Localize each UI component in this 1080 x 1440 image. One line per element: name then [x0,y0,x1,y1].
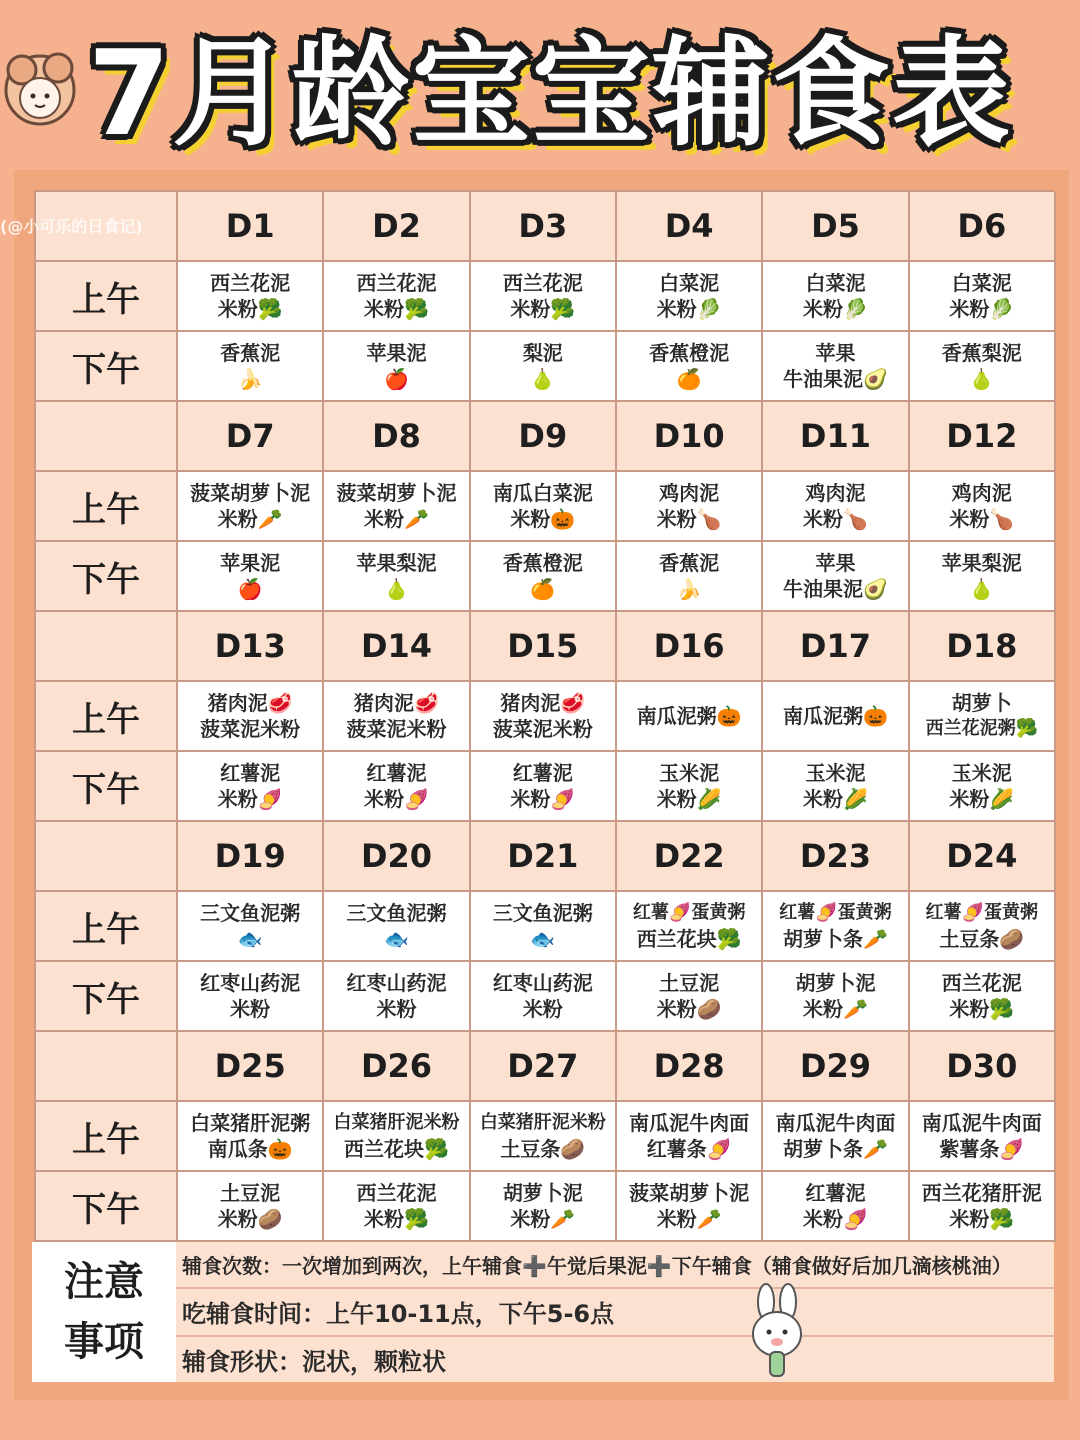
meal-cell [178,472,324,542]
morning-label: 上午 [36,682,178,752]
meal-line: 红薯条🍠 [646,1137,732,1161]
meal-cell [324,682,470,752]
day-header: D22 [617,822,763,892]
meal-line: 西兰花猪肝泥 [921,1181,1042,1205]
meal-cell [471,682,617,752]
meal-line: 胡萝卜 [951,691,1012,715]
meal-line: 🍎 [237,577,263,601]
afternoon-label: 下午 [36,542,178,612]
meal-line: 米粉🥔 [217,1207,283,1231]
meal-line: 西兰花块🥦 [636,927,742,951]
meal-line: 米粉🍠 [217,787,283,811]
day-header: D30 [910,1032,1056,1102]
day-header: D5 [763,192,909,262]
meal-cell [178,332,324,402]
meal-cell [324,332,470,402]
meal-cell [324,472,470,542]
corner-cell [36,1032,178,1102]
meal-line: 胡萝卜条🥕 [783,1137,888,1161]
meal-line: 菠菜胡萝卜泥 [336,481,457,505]
meal-cell [324,892,470,962]
meal-cell [763,682,909,752]
meal-line: 香蕉橙泥 [649,341,730,365]
meal-line: 菠菜胡萝卜泥 [190,481,311,505]
meal-line: 米粉🍠 [364,787,429,811]
afternoon-label: 下午 [36,332,178,402]
meal-line: 胡萝卜泥 [502,1181,583,1205]
meal-cell [178,892,324,962]
meal-line: 米粉🍠 [803,1207,868,1231]
meal-line: 米粉🥬 [803,297,868,321]
meal-line: 🍌 [237,367,263,391]
meal-cell [617,682,763,752]
meal-line: 红枣山药泥 [492,971,593,995]
meal-line: 红薯泥 [366,761,427,785]
meal-line: 红薯🍠蛋黄粥 [925,902,1039,923]
meal-cell [178,1102,324,1172]
meal-line: 香蕉橙泥 [502,551,583,575]
meal-cell [471,472,617,542]
meal-line: 米粉🌽 [803,787,868,811]
meal-line: 米粉🥦 [364,297,429,321]
meal-line: 香蕉梨泥 [941,341,1022,365]
day-header: D28 [617,1032,763,1102]
meal-line: 米粉🥬 [949,297,1015,321]
meal-line: 米粉🥬 [656,297,722,321]
meal-cell [910,262,1056,332]
meal-line: 菠菜泥米粉 [346,717,447,741]
meal-cell [471,752,617,822]
meal-cell [617,472,763,542]
meal-cell [324,962,470,1032]
meal-cell [471,962,617,1032]
meal-line: 南瓜条🎃 [207,1137,293,1161]
meal-line: 红薯🍠蛋黄粥 [779,902,892,923]
meal-line: 土豆条🥔 [500,1137,586,1161]
day-header: D24 [910,822,1056,892]
morning-label: 上午 [36,472,178,542]
day-header: D4 [617,192,763,262]
meal-line: 米粉🥦 [217,297,283,321]
meal-cell [617,962,763,1032]
meal-line: 红薯泥 [805,1181,866,1205]
meal-cell [617,1172,763,1242]
meal-line: 白菜泥 [805,271,866,295]
meal-line: 梨泥 [522,341,563,365]
meal-line: 米粉🍗 [656,507,722,531]
meal-line: 米粉🎃 [510,507,576,531]
afternoon-label: 下午 [36,752,178,822]
day-header: D23 [763,822,909,892]
meal-line: 🍎 [384,367,409,391]
meal-line: 米粉🌽 [656,787,722,811]
meal-line: 西兰花泥粥🥦 [925,718,1039,739]
notes-section [32,1242,1054,1382]
notes-list [176,1242,1054,1382]
meal-cell [763,1172,909,1242]
meal-line: 苹果泥 [220,551,281,575]
girl-mascot-icon [0,40,80,150]
meal-line: 米粉🥦 [949,1207,1015,1231]
meal-line: 白菜泥 [951,271,1012,295]
meal-line: 米粉 [376,997,417,1021]
meal-line: 南瓜泥牛肉面 [775,1111,896,1135]
note-item-texture: 辅食形状：泥状，颗粒状 [182,1347,446,1376]
meal-cell [617,332,763,402]
meal-line: 红薯泥 [512,761,573,785]
title-banner [0,0,1080,160]
meal-line: 西兰花泥 [502,271,583,295]
meal-line: 白菜猪肝泥米粉 [479,1112,606,1133]
day-header: D29 [763,1032,909,1102]
meal-line: 玉米泥 [805,761,866,785]
notes-title-line2: 事项 [64,1319,144,1365]
meal-line: 🍐 [530,367,556,391]
meal-line: 菠菜泥米粉 [492,717,593,741]
meal-cell [763,1102,909,1172]
meal-cell [471,892,617,962]
meal-line: 鸡肉泥 [951,481,1012,505]
meal-cell [910,682,1056,752]
day-header: D20 [324,822,470,892]
day-header: D2 [324,192,470,262]
meal-line: 西兰花泥 [356,271,437,295]
corner-cell [36,612,178,682]
meal-cell [324,542,470,612]
day-header: D7 [178,402,324,472]
meal-line: 白菜猪肝泥米粉 [333,1112,460,1133]
meal-cell [910,892,1056,962]
meal-cell [471,542,617,612]
meal-cell [471,262,617,332]
day-header: D6 [910,192,1056,262]
meal-line: 鸡肉泥 [659,481,720,505]
afternoon-label: 下午 [36,1172,178,1242]
meal-line: 西兰花泥 [210,271,291,295]
day-header: D21 [471,822,617,892]
page-title: 7月龄宝宝辅食表 [87,24,1013,162]
meal-line: 白菜猪肝泥粥 [190,1111,311,1135]
day-header: D27 [471,1032,617,1102]
meal-line: 🍐 [384,577,409,601]
meal-line: 三文鱼泥粥 [346,901,447,925]
meal-line: 米粉🍠 [510,787,576,811]
meal-cell [910,1102,1056,1172]
meal-line: 苹果泥 [366,341,427,365]
meal-line: 米粉🍗 [949,507,1015,531]
meal-line: 米粉🥔 [656,997,722,1021]
meal-line: 三文鱼泥粥 [200,901,301,925]
meal-cell [763,542,909,612]
meal-cell [471,1172,617,1242]
meal-line: 🍊 [530,577,556,601]
meal-cell [178,262,324,332]
meal-line: 米粉 [522,997,563,1021]
meal-line: 土豆条🥔 [939,927,1025,951]
day-header: D12 [910,402,1056,472]
meal-line: 紫薯条🍠 [939,1137,1025,1161]
meal-line: 红枣山药泥 [346,971,447,995]
day-header: D14 [324,612,470,682]
meal-line: 米粉 [230,997,271,1021]
meal-line: 三文鱼泥粥 [492,901,593,925]
meal-cell [178,752,324,822]
corner-cell [36,402,178,472]
meal-line: 米粉🥦 [364,1207,429,1231]
meal-cell [324,752,470,822]
morning-label: 上午 [36,262,178,332]
meal-line: 西兰花块🥦 [344,1137,449,1161]
meal-line: 米粉🍗 [803,507,868,531]
day-header: D17 [763,612,909,682]
meal-cell [617,752,763,822]
meal-cell [178,962,324,1032]
meal-line: 米粉🥕 [803,997,868,1021]
note-item-frequency: 辅食次数：一次增加到两次，上午辅食➕午觉后果泥➕下午辅食（辅食做好后加几滴核桃油） [176,1242,1054,1289]
meal-cell [763,962,909,1032]
meal-cell [910,752,1056,822]
meal-cell [763,892,909,962]
afternoon-label: 下午 [36,962,178,1032]
meal-line: 胡萝卜泥 [795,971,876,995]
meal-line: 米粉🥕 [364,507,429,531]
day-header: D9 [471,402,617,472]
meal-cell [910,542,1056,612]
meal-line: 🍐 [969,577,995,601]
day-header: D1 [178,192,324,262]
meal-line: 米粉🌽 [949,787,1015,811]
meal-cell [763,472,909,542]
notes-title [32,1242,176,1382]
meal-line: 西兰花泥 [941,971,1022,995]
meal-line: 玉米泥 [951,761,1012,785]
meal-line: 红枣山药泥 [200,971,301,995]
meal-cell [617,892,763,962]
bunny-mascot-icon [742,1282,812,1382]
meal-line: 土豆泥 [659,971,720,995]
day-header: D15 [471,612,617,682]
meal-cell [617,1102,763,1172]
meal-line: 西兰花泥 [356,1181,437,1205]
meal-cell [763,752,909,822]
meal-line: 香蕉泥 [220,341,281,365]
meal-cell [910,472,1056,542]
meal-line: 南瓜泥粥🎃 [783,704,888,728]
morning-label: 上午 [36,892,178,962]
meal-line: 鸡肉泥 [805,481,866,505]
meal-cell [617,262,763,332]
meal-line: 🐟 [384,927,409,951]
day-header: D18 [910,612,1056,682]
meal-line: 猪肉泥🥩 [207,691,293,715]
meal-line: 牛油果泥🥑 [783,577,888,601]
meal-schedule-table [34,190,1054,1242]
meal-line: 菠菜泥米粉 [200,717,301,741]
corner-cell [36,822,178,892]
day-header: D13 [178,612,324,682]
day-header: D11 [763,402,909,472]
meal-cell [471,332,617,402]
meal-cell [178,1172,324,1242]
meal-line: 米粉🥕 [510,1207,576,1231]
day-header: D19 [178,822,324,892]
meal-line: 猪肉泥🥩 [500,691,586,715]
day-header: D16 [617,612,763,682]
meal-line: 玉米泥 [659,761,720,785]
meal-cell [617,542,763,612]
meal-line: 苹果 [815,341,856,365]
meal-cell [910,962,1056,1032]
meal-line: 🍌 [676,577,702,601]
meal-line: 香蕉泥 [659,551,720,575]
meal-line: 土豆泥 [220,1181,281,1205]
meal-line: 米粉🥦 [510,297,576,321]
notes-title-line1: 注意 [64,1259,144,1305]
day-header: D3 [471,192,617,262]
meal-cell [178,542,324,612]
meal-cell [763,262,909,332]
meal-line: 🍐 [969,367,995,391]
morning-label: 上午 [36,1102,178,1172]
day-header: D10 [617,402,763,472]
meal-cell [324,1172,470,1242]
meal-line: 🐟 [530,927,556,951]
meal-line: 米粉🥦 [949,997,1015,1021]
meal-line: 南瓜泥牛肉面 [629,1111,750,1135]
day-header: D8 [324,402,470,472]
day-header: D25 [178,1032,324,1102]
meal-cell [763,332,909,402]
meal-line: 红薯🍠蛋黄粥 [632,902,746,923]
meal-cell [471,1102,617,1172]
day-header: D26 [324,1032,470,1102]
meal-cell [324,1102,470,1172]
note-item-time: 吃辅食时间：上午10-11点，下午5-6点 [176,1289,1054,1336]
meal-line: 胡萝卜条🥕 [783,927,888,951]
meal-cell [910,332,1056,402]
meal-line: 白菜泥 [659,271,720,295]
meal-line: 🐟 [237,927,263,951]
meal-line: 菠菜胡萝卜泥 [629,1181,750,1205]
meal-cell [910,1172,1056,1242]
meal-line: 米粉🥕 [217,507,283,531]
meal-line: 南瓜白菜泥 [492,481,593,505]
meal-line: 猪肉泥🥩 [354,691,439,715]
meal-cell [324,262,470,332]
meal-line: 红薯泥 [220,761,281,785]
meal-line: 苹果梨泥 [941,551,1022,575]
watermark: (@小可乐的日食记) [0,217,143,236]
meal-line: 南瓜泥牛肉面 [921,1111,1042,1135]
meal-line: 米粉🥕 [656,1207,722,1231]
meal-line: 苹果 [815,551,856,575]
meal-cell [178,682,324,752]
meal-line: 南瓜泥粥🎃 [636,704,742,728]
meal-line: 苹果梨泥 [356,551,437,575]
meal-line: 牛油果泥🥑 [783,367,888,391]
meal-line: 🍊 [676,367,702,391]
